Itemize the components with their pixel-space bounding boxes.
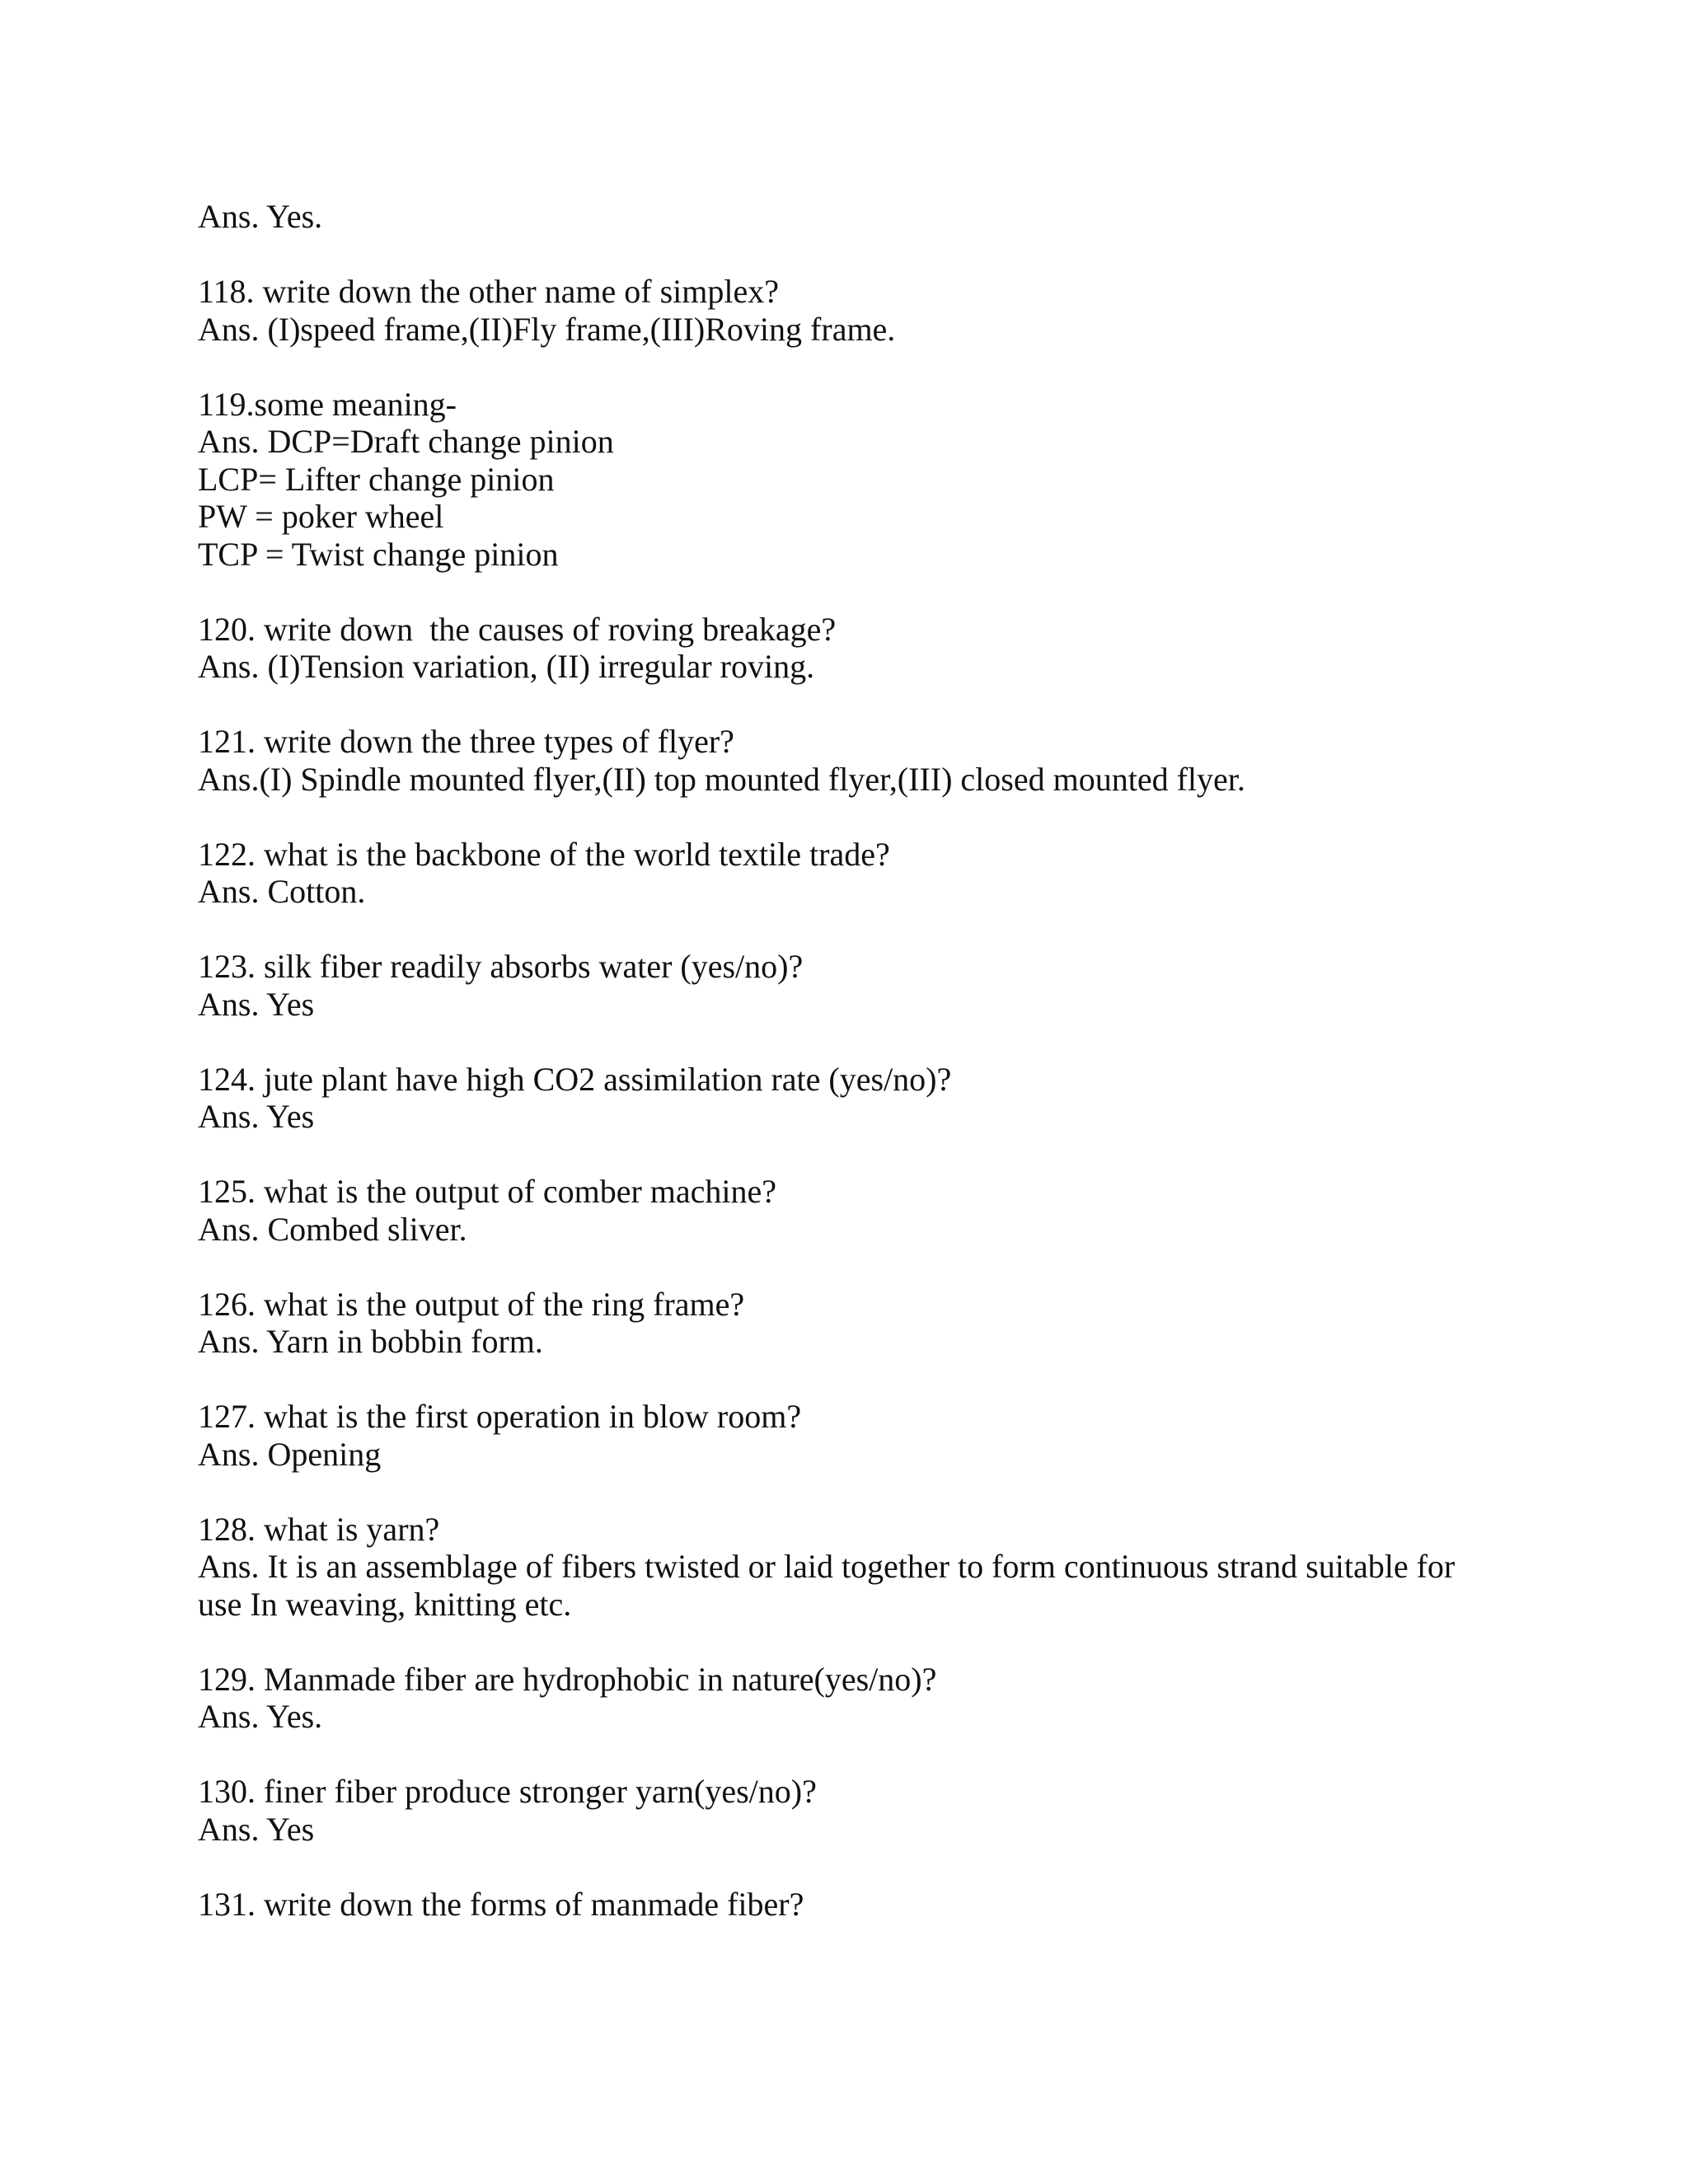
qa-item-130	[198, 1773, 1500, 1848]
answer-line: Ans. Yes.	[198, 1698, 323, 1735]
document-body	[198, 198, 1500, 1923]
question: 127. what is the first operation in blow room?	[198, 1398, 802, 1435]
qa-item-129	[198, 1661, 1500, 1736]
answer-line: Ans. It is an assemblage of fibers twisted or laid together to form continuous strand suitable for	[198, 1548, 1456, 1585]
question: 119.some meaning-	[198, 385, 457, 423]
question: 123. silk fiber readily absorbs water (yes/no)?	[198, 948, 804, 985]
qa-item-122	[198, 836, 1500, 911]
qa-item-131	[198, 1886, 1500, 1924]
answer-line: Ans.(I) Spindle mounted flyer,(II) top mounted flyer,(III) closed mounted flyer.	[198, 760, 1245, 798]
qa-item-121	[198, 723, 1500, 798]
lead-answer-block	[198, 198, 1500, 236]
answer-line: Ans. Yes	[198, 985, 315, 1023]
answer-line: Ans. Yes	[198, 1098, 315, 1135]
question: 122. what is the backbone of the world textile trade?	[198, 835, 890, 873]
answer-line: Ans. Opening	[198, 1435, 382, 1473]
question: 125. what is the output of comber machine?	[198, 1173, 777, 1210]
qa-item-118	[198, 273, 1500, 348]
question: 131. write down the forms of manmade fiber?	[198, 1885, 804, 1923]
qa-item-124	[198, 1061, 1500, 1136]
answer-line: Ans. (I)Tension variation, (II) irregular roving.	[198, 648, 815, 685]
qa-item-120	[198, 611, 1500, 686]
answer-line: Ans. Cotton.	[198, 873, 366, 910]
qa-item-119	[198, 386, 1500, 574]
question: 128. what is yarn?	[198, 1510, 440, 1548]
question: 121. write down the three types of flyer?	[198, 723, 734, 760]
answer-line: Ans. DCP=Draft change pinion	[198, 423, 614, 460]
answer-line: TCP = Twist change pinion	[198, 535, 559, 573]
answer-line: Ans. Yes	[198, 1810, 315, 1848]
question: 126. what is the output of the ring frame?	[198, 1285, 745, 1323]
answer-line: LCP= Lifter change pinion	[198, 460, 555, 498]
answer-line: Ans. (I)speed frame,(II)Fly frame,(III)Roving frame.	[198, 310, 896, 348]
answer-line: Ans. Yarn in bobbin form.	[198, 1323, 543, 1360]
answer-line: use In weaving, knitting etc.	[198, 1585, 572, 1623]
question: 130. finer fiber produce stronger yarn(yes/no)?	[198, 1773, 817, 1810]
qa-item-125	[198, 1173, 1500, 1248]
answer-line: PW = poker wheel	[198, 498, 444, 535]
question: 120. write down the causes of roving breakage?	[198, 610, 837, 648]
answer-line: Ans. Combed sliver.	[198, 1210, 467, 1248]
qa-item-126	[198, 1286, 1500, 1361]
question: 129. Manmade fiber are hydrophobic in nature(yes/no)?	[198, 1660, 937, 1698]
qa-item-123	[198, 948, 1500, 1023]
lead-answer: Ans. Yes.	[198, 198, 323, 235]
qa-item-127	[198, 1398, 1500, 1473]
question: 118. write down the other name of simplex?	[198, 273, 779, 310]
qa-item-128	[198, 1511, 1500, 1624]
question: 124. jute plant have high CO2 assimilation rate (yes/no)?	[198, 1060, 952, 1098]
